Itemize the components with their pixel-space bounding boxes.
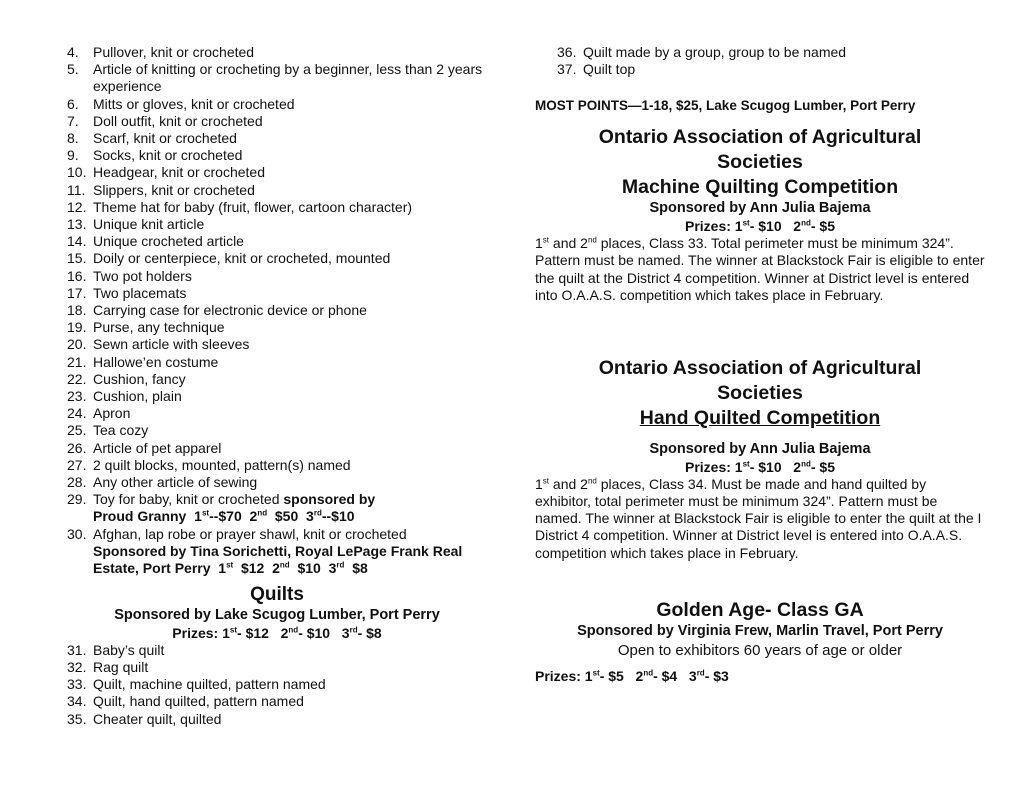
list-item: 29. Toy for baby, knit or crocheted sponsored by Proud Granny 1st--$70 2nd $50 3rd--$10: [67, 491, 487, 525]
item-text: Pullover, knit or crocheted: [93, 44, 255, 60]
item-text: Headgear, knit or crocheted: [93, 164, 265, 181]
machine-title-line1: Ontario Association of Agricultural: [598, 126, 922, 149]
item-number: 22.: [67, 370, 87, 387]
item-text: Two pot holders: [93, 267, 192, 284]
machine-prizes: Prizes: 1st- $10 2nd- $5: [684, 217, 835, 234]
item-text: Carrying case for electronic device or phone: [93, 302, 367, 319]
item-text: Sewn article with sleeves: [93, 336, 250, 353]
item-number: 27.: [67, 456, 87, 473]
machine-title-line2: Societies: [717, 151, 803, 174]
list-item: [67, 302, 487, 319]
list-item: 30. Afghan, lap robe or prayer shawl, knit or crocheted Sponsored by Tina Sorichetti, Royal LePage Frank Real Estate, Port Perry 1st $12 2nd $10 3rd $8: [67, 526, 487, 578]
list-item: [67, 233, 487, 250]
right-column: [535, 44, 985, 685]
item-number: 10.: [67, 164, 87, 181]
list-item: [67, 354, 487, 371]
list-item: [67, 693, 487, 710]
list-item: [67, 130, 487, 147]
item30-sponsor: Sponsored by Tina Sorichetti, Royal LePage Frank Real Estate, Port Perry 1st $12 2nd $10 3rd $8: [93, 542, 463, 577]
item-text: Apron: [93, 405, 131, 422]
most-points: MOST POINTS—1-18, $25, Lake Scugog Lumber, Port Perry: [535, 98, 916, 114]
item29-prizes: Proud Granny 1st--$70 2nd $50 3rd--$10: [93, 508, 355, 525]
item-number: 16.: [67, 267, 87, 284]
list-item: [67, 147, 487, 164]
item-number: 13.: [67, 216, 87, 233]
list-item: [67, 422, 487, 439]
item-number: 9.: [67, 147, 79, 164]
class-list-prize-items: [67, 491, 487, 577]
machine-sponsor: Sponsored by Ann Julia Bajema: [649, 200, 871, 217]
list-item: [67, 336, 487, 353]
hand-title-line1: Ontario Association of Agricultural: [598, 357, 922, 380]
item-text: Cushion, plain: [93, 388, 182, 405]
item-text: Slippers, knit or crocheted: [93, 181, 255, 198]
item-text: Doll outfit, knit or crocheted: [93, 112, 263, 129]
item-text: 2 quilt blocks, mounted, pattern(s) named: [93, 456, 351, 473]
list-item: [67, 44, 487, 61]
item-number: 36.: [557, 44, 577, 60]
item-number: 23.: [67, 388, 87, 405]
item-text: Unique knit article: [93, 216, 205, 233]
list-item: [67, 164, 487, 181]
class-list: [67, 44, 487, 491]
item-number: 11.: [67, 181, 86, 198]
hand-prizes: Prizes: 1st- $10 2nd- $5: [684, 458, 835, 475]
quilts-title: Quilts: [250, 584, 304, 606]
list-item: [67, 268, 487, 285]
quilts-sponsor: Sponsored by Lake Scugog Lumber, Port Perry: [114, 607, 440, 624]
item-number: 26.: [67, 439, 87, 456]
list-item: [67, 388, 487, 405]
list-item: [67, 642, 487, 659]
item-number: 21.: [67, 353, 87, 370]
list-item: [67, 371, 487, 388]
item-number: 19.: [67, 319, 87, 336]
machine-title-line3: Machine Quilting Competition: [621, 176, 899, 199]
list-item: [67, 474, 487, 491]
list-item: [67, 250, 487, 267]
list-item: [67, 182, 487, 199]
item-text: Hallowe’en costume: [93, 353, 219, 370]
hand-sponsor: Sponsored by Ann Julia Bajema: [649, 441, 871, 458]
item-number: 32.: [67, 659, 87, 675]
list-item: [67, 61, 487, 95]
list-item: [67, 676, 487, 693]
item-text: Scarf, knit or crocheted: [93, 130, 237, 147]
item-number: 6.: [67, 95, 79, 112]
quilt-class-list-continued: [557, 44, 985, 78]
quilt-class-list: [67, 642, 487, 728]
item-number: 14.: [67, 233, 87, 250]
item-number: 28.: [67, 474, 87, 491]
golden-title: Golden Age- Class GA: [656, 599, 864, 622]
item-number: 35.: [67, 710, 87, 727]
list-item: [67, 285, 487, 302]
item-number: 34.: [67, 693, 87, 710]
item-number: 12.: [67, 198, 87, 215]
list-item: [557, 44, 985, 61]
machine-description: 1st and 2nd places, Class 33. Total perimeter must be minimum 324”. Pattern must be named. The winner at Blackstock Fair is eligible to enter the quilt at the District 4 competition. Winner at District level is entered into O.A.A.S. competition which takes place in February.: [535, 234, 985, 303]
item-text: Quilt, machine quilted, pattern named: [93, 676, 326, 693]
list-item: [67, 659, 487, 676]
item-number: 7.: [67, 112, 79, 129]
item-text: Doily or centerpiece, knit or crocheted, mounted: [93, 250, 391, 267]
item-text: Tea cozy: [93, 422, 149, 439]
item-number: 20.: [67, 336, 87, 353]
list-item: [557, 61, 985, 78]
list-item: [67, 113, 487, 130]
item-number: 5.: [67, 61, 79, 78]
list-item: [67, 216, 487, 233]
golden-eligibility: Open to exhibitors 60 years of age or older: [617, 641, 903, 659]
hand-title-line2: Societies: [717, 382, 803, 405]
item-number: 31.: [67, 641, 87, 658]
item-number: 4.: [67, 44, 79, 60]
left-column: [67, 44, 487, 728]
hand-quilting-section: [535, 356, 985, 562]
item-number: 24.: [67, 405, 87, 422]
hand-description: 1st and 2nd places, Class 34. Must be made and hand quilted by exhibitor, total perimeter must be minimum 324”. Pattern must be named. The winner at Blackstock Fair is eligible to enter the quilt at the I District 4 competition. Winner at District level is entered into O.A.A.S. competition which takes place in February.: [535, 475, 982, 561]
item-text: Quilt top: [583, 61, 636, 78]
list-item: [67, 457, 487, 474]
item-number: 25.: [67, 422, 87, 439]
golden-age-section: [535, 598, 985, 685]
list-item: [67, 405, 487, 422]
item-number: 15.: [67, 250, 87, 267]
item-number: 17.: [67, 284, 87, 301]
list-item: [67, 319, 487, 336]
machine-quilting-section: [535, 125, 985, 304]
item-number: 18.: [67, 302, 87, 319]
quilts-prizes: Prizes: 1st- $12 2nd- $10 3rd- $8: [172, 624, 382, 641]
item-text: Cushion, fancy: [93, 370, 186, 387]
item-text: Quilt, hand quilted, pattern named: [93, 693, 304, 710]
item-text: Two placemats: [93, 284, 187, 301]
golden-prizes: Prizes: 1st- $5 2nd- $4 3rd- $3: [535, 667, 729, 684]
list-item: [67, 440, 487, 457]
item-text: Socks, knit or crocheted: [93, 147, 243, 164]
list-item: [67, 96, 487, 113]
list-item: [67, 199, 487, 216]
item-text: Cheater quilt, quilted: [93, 710, 222, 727]
item-text: Article of knitting or crocheting by a beginner, less than 2 years experience: [93, 61, 483, 95]
item-text: Theme hat for baby (fruit, flower, cartoon character): [93, 198, 413, 215]
item-number: 37.: [557, 61, 577, 78]
golden-sponsor: Sponsored by Virginia Frew, Marlin Travel, Port Perry: [577, 623, 943, 640]
hand-title-line3: Hand Quilted Competition: [639, 407, 881, 430]
item-text: Article of pet apparel: [93, 439, 222, 456]
item-text: Any other article of sewing: [93, 474, 258, 491]
item-number: 8.: [67, 130, 79, 147]
item-text: Mitts or gloves, knit or crocheted: [93, 95, 295, 112]
item-text: Unique crocheted article: [93, 233, 244, 250]
item-text: Baby’s quilt: [93, 641, 165, 658]
item-text: Quilt made by a group, group to be named: [583, 44, 847, 60]
list-item: [67, 711, 487, 728]
item-number: 33.: [67, 676, 87, 693]
item-text: Rag quilt: [93, 659, 149, 675]
item-text: Purse, any technique: [93, 319, 225, 336]
